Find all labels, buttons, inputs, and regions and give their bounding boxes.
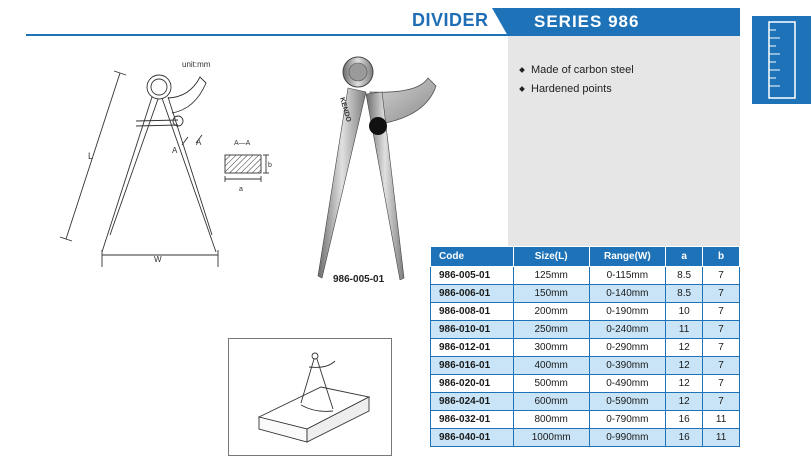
technical-drawing [60,65,290,270]
table-row [431,393,740,411]
cell-code: 986-006-01 [431,285,514,303]
cell-code: 986-005-01 [431,267,514,285]
cell-size: 800mm [513,411,589,429]
label-A1: A [172,146,178,155]
engraving: KENDO [338,96,352,123]
cell-a: 16 [666,429,703,447]
label-b: b [268,162,272,169]
cell-code: 986-008-01 [431,303,514,321]
cell-range: 0-790mm [589,411,665,429]
cell-code: 986-024-01 [431,393,514,411]
cell-b: 11 [703,411,740,429]
banner-notch [492,8,508,36]
cell-code: 986-010-01 [431,321,514,339]
cell-code: 986-016-01 [431,357,514,375]
label-A2: A [196,138,202,147]
cell-b: 7 [703,339,740,357]
label-W: W [154,255,162,264]
cell-a: 12 [666,393,703,411]
cell-b: 11 [703,429,740,447]
cell-range: 0-240mm [589,321,665,339]
table-row [431,303,740,321]
cell-code: 986-032-01 [431,411,514,429]
cell-b: 7 [703,321,740,339]
table-row [431,357,740,375]
lock-screw-icon [369,117,387,135]
cell-range: 0-490mm [589,375,665,393]
table-row [431,267,740,285]
ruler-icon [752,16,811,104]
col-code: Code [431,247,514,267]
usage-drawing [229,339,391,455]
cell-range: 0-190mm [589,303,665,321]
cell-a: 12 [666,357,703,375]
divider-photo [300,48,450,280]
series-label: SERIES 986 [534,12,640,31]
cell-code: 986-040-01 [431,429,514,447]
col-a: a [666,247,703,267]
cell-size: 200mm [513,303,589,321]
cell-code: 986-012-01 [431,339,514,357]
table-row [431,285,740,303]
cell-size: 500mm [513,375,589,393]
cell-b: 7 [703,375,740,393]
label-a: a [239,186,243,193]
cell-code: 986-020-01 [431,375,514,393]
usage-illustration [228,338,392,456]
cell-size: 250mm [513,321,589,339]
table-row [431,339,740,357]
unit-label: unit:mm [182,60,211,69]
table-row [431,321,740,339]
table-row [431,429,740,447]
spec-table [430,246,740,447]
cell-b: 7 [703,303,740,321]
cell-range: 0-390mm [589,357,665,375]
cell-a: 8.5 [666,267,703,285]
col-size: Size(L) [513,247,589,267]
cell-range: 0-990mm [589,429,665,447]
section-label: A—A [234,140,251,147]
cell-b: 7 [703,285,740,303]
series-banner [508,8,740,36]
cell-a: 8.5 [666,285,703,303]
cell-range: 0-140mm [589,285,665,303]
cell-range: 0-115mm [589,267,665,285]
col-range: Range(W) [589,247,665,267]
page-title: DIVIDER [412,10,489,30]
cell-a: 16 [666,411,703,429]
side-tab [752,16,811,104]
cell-range: 0-290mm [589,339,665,357]
cell-size: 150mm [513,285,589,303]
label-L: L [88,151,94,161]
cell-a: 12 [666,375,703,393]
model-number: 986-005-01 [333,274,385,285]
cell-a: 12 [666,339,703,357]
col-b: b [703,247,740,267]
feature-item: Made of carbon steel [520,64,634,76]
cell-size: 400mm [513,357,589,375]
cell-size: 300mm [513,339,589,357]
table-row [431,375,740,393]
table-row [431,411,740,429]
feature-item: Hardened points [520,83,612,95]
cell-b: 7 [703,267,740,285]
cell-b: 7 [703,393,740,411]
cell-a: 11 [666,321,703,339]
cell-size: 600mm [513,393,589,411]
cell-a: 10 [666,303,703,321]
cell-size: 1000mm [513,429,589,447]
cell-size: 125mm [513,267,589,285]
cell-b: 7 [703,357,740,375]
table-header-row [431,247,740,267]
cell-range: 0-590mm [589,393,665,411]
